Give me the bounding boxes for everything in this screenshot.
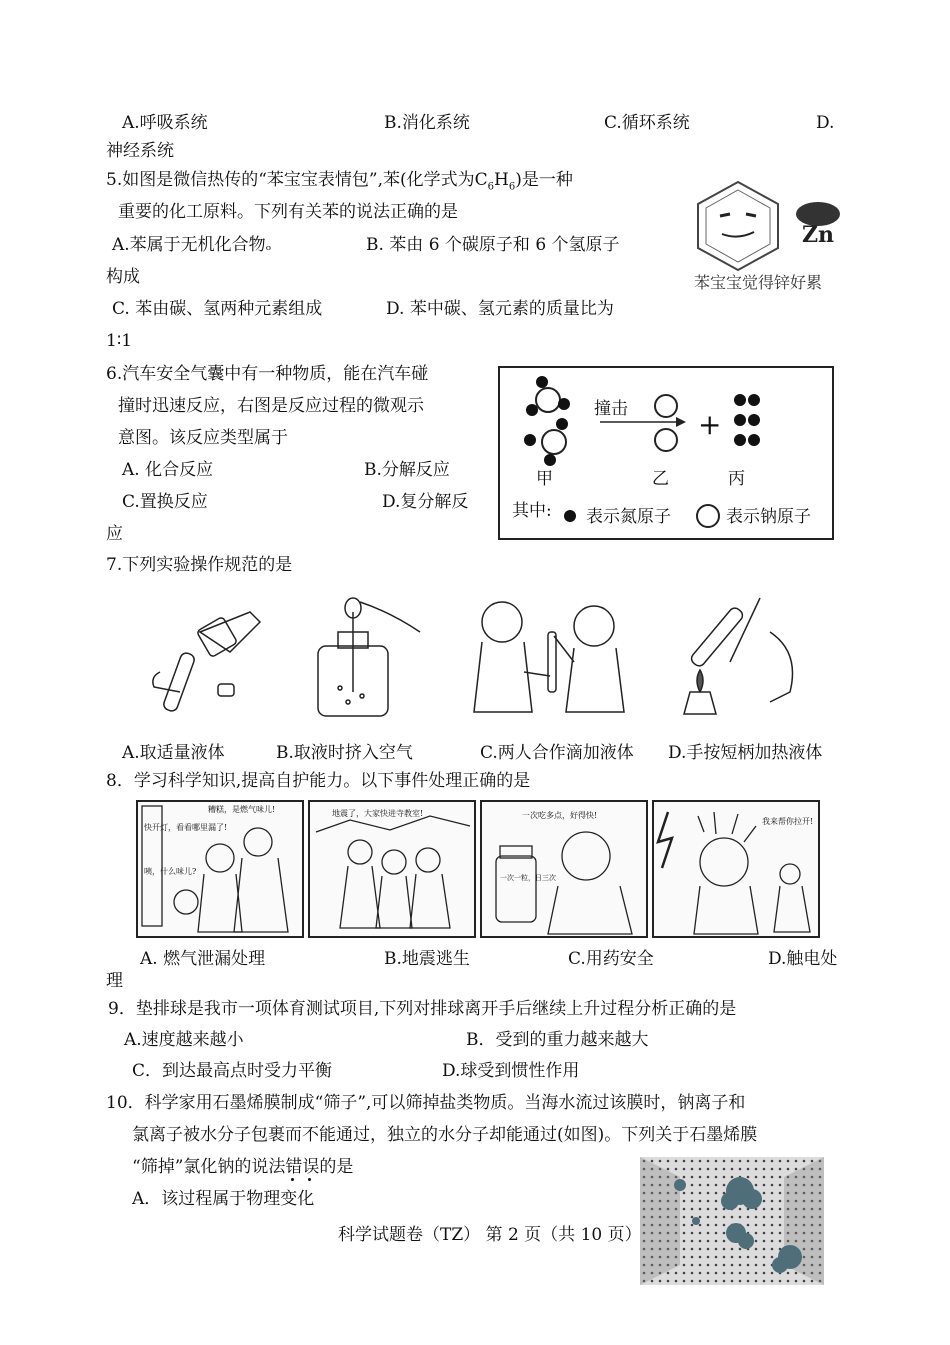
q4-option-d-cont: 神经系统	[106, 141, 174, 161]
q9-option-c: C．到达最高点时受力平衡	[132, 1061, 333, 1081]
q9-option-a: A.速度越来越小	[124, 1030, 244, 1050]
q7-image-c	[454, 592, 644, 722]
q8-option-d-cont: 理	[106, 971, 123, 991]
q5-option-b-cont: 构成	[106, 267, 140, 287]
q8-comic-b	[308, 800, 476, 938]
q10-stem-line1: 10．科学家用石墨烯膜制成“筛子”,可以筛掉盐类物质。当海水流过该膜时，钠离子和	[106, 1093, 746, 1113]
q9-stem: 9．垫排球是我市一项体育测试项目,下列对排球离开手后继续上升过程分析正确的是	[108, 999, 737, 1019]
q5-stem-line2: 重要的化工原料。下列有关苯的说法正确的是	[118, 202, 458, 222]
q8-comic-a	[136, 800, 304, 938]
q8-option-a: A. 燃气泄漏处理	[140, 949, 266, 969]
q6-option-b: B.分解反应	[364, 460, 450, 480]
q7-option-c: C.两人合作滴加液体	[480, 743, 634, 763]
q7-image-a	[140, 592, 270, 722]
label-bing: 丙	[728, 469, 745, 489]
q4-option-c: C.循环系统	[604, 113, 690, 133]
reaction-diagram	[498, 366, 834, 540]
bubble-b: 地震了，大家快进寺教室!	[332, 809, 424, 818]
bubble-a1: 糟糕，是燃气味儿!	[208, 805, 276, 814]
nitrogen-molecules	[734, 394, 760, 446]
q8-stem: 8．学习科学知识,提高自护能力。以下事件处理正确的是	[106, 771, 531, 791]
q8-option-b: B.地震逃生	[384, 949, 470, 969]
q7-image-d	[670, 592, 810, 722]
bubble-d: 我来帮你拉开!	[762, 817, 814, 826]
zn-symbol: Zn	[802, 222, 835, 248]
q5-option-d-cont: 1∶1	[106, 331, 133, 351]
q9-option-b: B．受到的重力越来越大	[466, 1030, 649, 1050]
q5-option-b: B. 苯由 6 个碳原子和 6 个氢原子	[366, 235, 620, 255]
face-eye-right	[746, 214, 756, 216]
q7-option-a: A.取适量液体	[122, 743, 225, 763]
q10-option-a: A．该过程属于物理变化	[132, 1189, 315, 1209]
legend-na-text: 表示钠原子	[726, 507, 811, 527]
q6-option-d-cont: 应	[106, 524, 123, 544]
q6-option-c: C.置换反应	[122, 492, 208, 512]
q10-stem-line2: 氯离子被水分子包裹而不能通过，独立的水分子却能通过(如图)。下列关于石墨烯膜	[132, 1125, 758, 1145]
q9-option-d: D.球受到惯性作用	[442, 1061, 580, 1081]
q6-stem-line2: 撞时迅速反应，右图是反应过程的微观示	[118, 396, 424, 416]
q7-option-d: D.手按短柄加热液体	[668, 743, 823, 763]
q8-comic-d	[652, 800, 820, 938]
arrow-label: 撞击	[594, 399, 628, 419]
q5-option-d: D. 苯中碳、氢元素的质量比为	[386, 299, 614, 319]
q7-stem: 7.下列实验操作规范的是	[106, 555, 293, 575]
q5-option-c: C. 苯由碳、氢两种元素组成	[112, 299, 323, 319]
face-eye-left	[720, 214, 730, 216]
q6-option-a: A. 化合反应	[122, 460, 214, 480]
q7-option-b: B.取液时挤入空气	[276, 743, 413, 763]
page-footer: 科学试题卷（TZ） 第 2 页（共 10 页）	[338, 1225, 642, 1245]
legend-n-dot	[564, 510, 576, 522]
benzene-meme-image	[690, 178, 850, 298]
sodium-atoms	[655, 395, 677, 451]
q6-stem-line1: 6.汽车安全气囊中有一种物质，能在汽车碰	[106, 364, 429, 384]
q4-option-b: B.消化系统	[384, 113, 470, 133]
bubble-a3: 咦，什么味儿?	[144, 867, 197, 876]
q6-stem-line3: 意图。该反应类型属于	[118, 428, 288, 448]
q8-comic-c	[480, 800, 648, 938]
plus-sign: +	[698, 408, 722, 441]
q5-option-a: A.苯属于无机化合物ₒ	[112, 235, 272, 255]
legend-na-circle	[697, 505, 719, 527]
q5-stem-line1: 5.如图是微信热传的“苯宝宝表情包”,苯(化学式为$C_6H_6$)是一种	[106, 170, 573, 193]
label-jia: 甲	[536, 469, 553, 489]
legend-n-text: 表示氮原子	[586, 507, 671, 527]
graphene-membrane-image	[640, 1157, 824, 1285]
legend-prefix: 其中:	[512, 501, 552, 521]
bubble-c: 一次吃多点，好得快!	[522, 811, 598, 820]
q8-option-d: D.触电处	[768, 949, 838, 969]
q10-stem-line3: “筛掉”氯化钠的说法错误 的是	[132, 1156, 353, 1178]
emphasis-wrong: 错误	[285, 1157, 319, 1177]
q7-image-b	[300, 592, 430, 722]
bottle-label: 一次一粒，日三次	[500, 874, 556, 882]
q4-option-d: D.	[816, 113, 835, 133]
meme-caption: 苯宝宝觉得锌好累	[694, 273, 823, 292]
q6-option-d: D.复分解反	[382, 492, 469, 512]
q8-option-c: C.用药安全	[568, 949, 654, 969]
label-yi: 乙	[652, 469, 669, 489]
q4-option-a: A.呼吸系统	[122, 113, 208, 133]
bubble-a2: 快开灯，看看哪里漏了!	[144, 823, 228, 832]
